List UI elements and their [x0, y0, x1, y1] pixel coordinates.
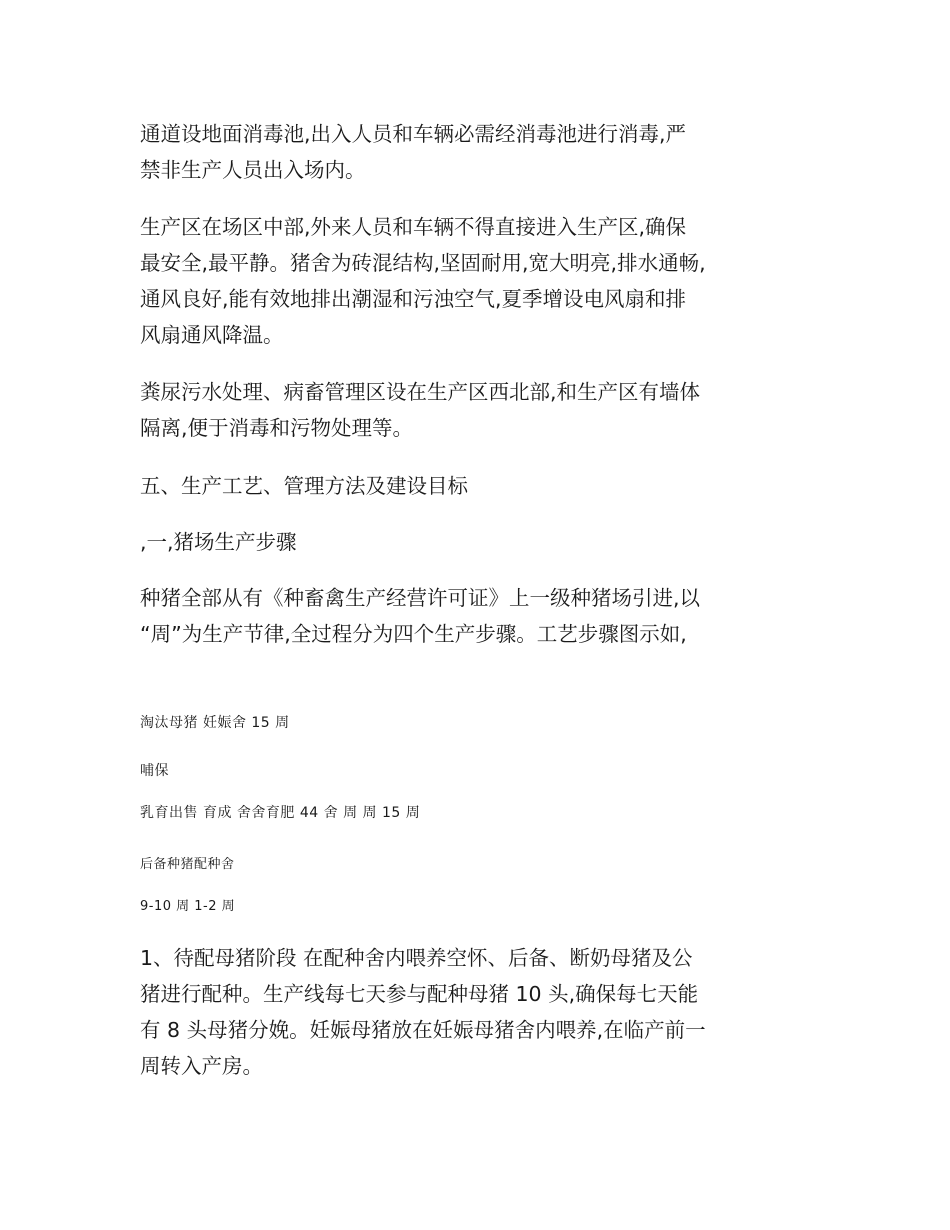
section-heading-five: [140, 468, 830, 504]
text-line: 1、待配母猪阶段 在配种舍内喂养空怀、后备、断奶母猪及公: [140, 946, 693, 970]
subsection-heading-one: [140, 524, 830, 560]
paragraph-mating-stage: [140, 940, 830, 1084]
text-line: 风扇通风降温。: [140, 323, 284, 347]
text-line: 通道设地面消毒池,出入人员和车辆必需经消毒池进行消毒,严: [140, 122, 687, 146]
subheading-text: ,一,猪场生产步骤: [140, 530, 297, 554]
text-line: 最安全,最平静。猪舍为砖混结构,坚固耐用,宽大明亮,排水通畅,: [140, 251, 706, 275]
text-line: 隔离,便于消毒和污物处理等。: [140, 416, 414, 440]
text-line: 通风良好,能有效地排出潮湿和污浊空气,夏季增设电风扇和排: [140, 287, 687, 311]
paragraph-waste-treatment: [140, 374, 830, 446]
text-line: 有 8 头母猪分娩。妊娠母猪放在妊娠母猪舍内喂养,在临产前一: [140, 1018, 706, 1042]
paragraph-production-area: [140, 209, 830, 353]
text-line: 周转入产房。: [140, 1054, 263, 1078]
paragraph-disinfection-channel: [140, 116, 830, 188]
text-line: 种猪全部从有《种畜禽生产经营许可证》上一级种猪场引进,以: [140, 586, 701, 610]
diagram-row: 哺保: [140, 763, 169, 779]
text-line: 生产区在场区中部,外来人员和车辆不得直接进入生产区,确保: [140, 215, 687, 239]
heading-text: 五、生产工艺、管理方法及建设目标: [140, 474, 468, 498]
diagram-row: 淘汰母猪 妊娠舍 15 周: [140, 715, 290, 731]
text-line: “周”为生产节律,全过程分为四个生产步骤。工艺步骤图示如,: [140, 622, 687, 646]
diagram-row: 后备种猪配种舍: [140, 857, 235, 872]
diagram-row: 乳育出售 育成 舍舍育肥 44 舍 周 周 15 周: [140, 805, 421, 821]
text-line: 粪尿污水处理、病畜管理区设在生产区西北部,和生产区有墙体: [140, 380, 701, 404]
diagram-row: 9-10 周 1-2 周: [140, 899, 236, 914]
text-line: 猪进行配种。生产线每七天参与配种母猪 10 头,确保每七天能: [140, 982, 699, 1006]
text-line: 禁非生产人员出入场内。: [140, 158, 366, 182]
paragraph-breeding-source: [140, 580, 830, 652]
